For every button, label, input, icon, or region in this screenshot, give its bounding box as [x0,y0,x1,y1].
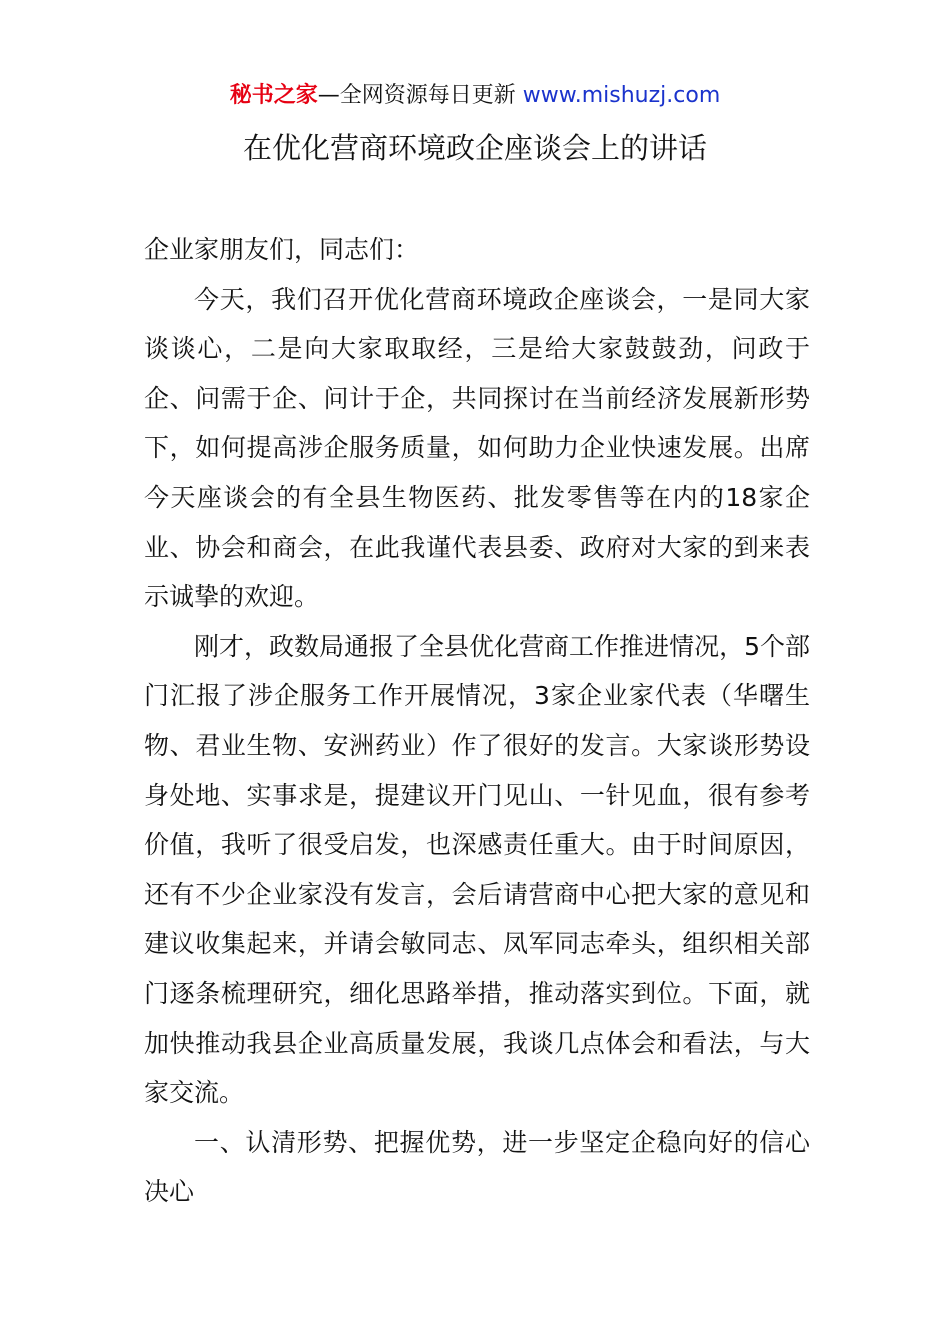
document-body [144,225,810,1217]
paragraph-1: 今天，我们召开优化营商环境政企座谈会，一是同大家谈谈心，二是向大家取取经，三是给大家鼓鼓劲，问政于企、问需于企、问计于企，共同探讨在当前经济发展新形势下，如何提高涉企服务质量，如何助力企业快速发展。出席今天座谈会的有全县生物医药、批发零售等在内的18家企业、协会和商会，在此我谨代表县委、政府对大家的到来表示诚挚的欢迎。 [144,284,810,612]
section-heading: 一、认清形势、把握优势，进一步坚定企稳向好的信心决心 [144,1127,810,1207]
site-url[interactable]: www.mishuzj.com [522,83,721,108]
document-title: 在优化营商环境政企座谈会上的讲话 [242,131,707,165]
site-banner [0,80,950,112]
salutation: 企业家朋友们，同志们： [144,235,420,264]
paragraph-2: 刚才，政数局通报了全县优化营商工作推进情况，5个部门汇报了涉企服务工作开展情况，3家企业家代表（华曙生物、君业生物、安洲药业）作了很好的发言。大家谈形势设身处地、实事求是，提建议开门见山、一针见血，很有参考价值，我听了很受启发，也深感责任重大。由于时间原因，还有不少企业家没有发言，会后请营商中心把大家的意见和建议收集起来，并请会敏同志、凤军同志牵头，组织相关部门逐条梳理研究，细化思路举措，推动落实到位。下面，就加快推动我县企业高质量发展，我谈几点体会和看法，与大家交流。 [144,631,810,1108]
brand-name: 秘书之家 [229,83,318,108]
banner-slogan: —全网资源每日更新 [317,83,523,108]
